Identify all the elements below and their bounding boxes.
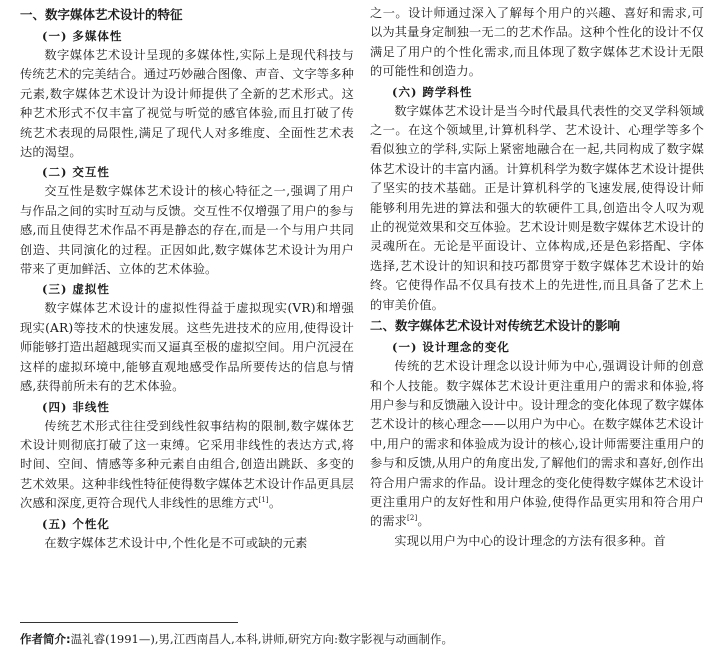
footnote-rule <box>20 622 238 623</box>
paragraph-design-concept-text: 传统的艺术设计理念以设计师为中心,强调设计师的创意和个人技能。数字媒体艺术设计更注重用户的需求和体验,将用户参与和反馈融入设计中。设计理念的变化体现了数字媒体艺术设计的核心理念——以用户为中心。在数字媒体艺术设计中,用户的需求和体验成为设计的核心,设计师需要注重用户的参与和反馈,从用户的角度出发,了解他们的需求和喜好,创作出符合用户需求的作品。设计理念的变化使得数字媒体艺术设计更注重用户的友好性和用户体验,使得作品更实用和符合用户的需求 <box>370 359 704 529</box>
right-column <box>370 4 704 551</box>
paragraph-personalization: 在数字媒体艺术设计中,个性化是不可或缺的元素 <box>44 535 308 550</box>
section-heading-2: 二、数字媒体艺术设计对传统艺术设计的影响 <box>370 318 621 334</box>
paragraph-design-concept-end: 。 <box>417 514 430 529</box>
subheading-multimedia: (一) 多媒体性 <box>42 29 123 43</box>
footnote-text: 温礼睿(1991—),男,江西南昌人,本科,讲师,研究方向:数字影视与动画制作。 <box>70 632 453 646</box>
paragraph-interactivity: 交互性是数字媒体艺术设计的核心特征之一,强调了用户与作品之间的实时互动与反馈。交互性不仅增强了用户的参与感,而且使得艺术作品不再是静态的存在,而是一个与用户共同创造、共同演化的过程。正因如此,数字媒体艺术设计为用户带来了更加鲜活、立体的艺术体验。 <box>20 184 354 277</box>
footnote-label: 作者简介: <box>20 632 71 646</box>
subheading-virtuality: (三) 虚拟性 <box>42 282 110 297</box>
paragraph-nonlinearity <box>20 417 354 514</box>
paragraph-personalization-continued: 之一。设计师通过深入了解每个用户的兴趣、喜好和需求,可以为其量身定制独一无二的艺术作品。这种个性化的设计不仅满足了用户的个性化需求,而且体现了数字媒体艺术设计无限的可能性和创造力。 <box>370 6 704 79</box>
citation-1: [1] <box>258 496 269 505</box>
subheading-interdisciplinary: (六) 跨学科性 <box>392 84 473 99</box>
citation-2: [2] <box>407 514 418 523</box>
subheading-personalization: (五) 个性化 <box>42 516 110 531</box>
paragraph-virtuality: 数字媒体艺术设计的虚拟性得益于虚拟现实(VR)和增强现实(AR)等技术的快速发展。这些先进技术的应用,使得设计师能够打造出超越现实而又逼真至极的虚拟空间。用户沉浸在这样的虚拟环境中,能够直观地感受作品所要传达的信息与情感,获得前所未有的艺术体验。 <box>20 301 354 394</box>
subheading-design-concept: (一) 设计理念的变化 <box>392 340 510 355</box>
subheading-interactivity: (二) 交互性 <box>42 165 110 180</box>
paragraph-interdisciplinary: 数字媒体艺术设计是当今时代最具代表性的交叉学科领域之一。在这个领域里,计算机科学、艺术设计、心理学等多个看似独立的学科,实际上紧密地融合在一起,共同构成了数字媒体艺术设计的丰富内涵。计算机科学为数字媒体艺术设计提供了坚实的技术基础。正是计算机科学的飞速发展,使得设计师能够利用先进的算法和强大的软硬件工具,创造出令人叹为观止的视觉效果和交互体验。艺术设计则是数字媒体艺术设计的灵魂所在。无论是平面设计、立体构成,还是色彩搭配、字体选择,艺术设计的知识和技巧都贯穿于数字媒体艺术设计的始终。它使得作品不仅具有技术上的先进性,而且具备了艺术上的审美价值。 <box>370 103 704 312</box>
paragraph-design-concept <box>370 357 704 532</box>
paragraph-multimedia: 数字媒体艺术设计呈现的多媒体性,实际上是现代科技与传统艺术的完美结合。通过巧妙融合图像、声音、文字等多种元素,数字媒体艺术设计为设计师提供了全新的艺术形式。这种艺术形式不仅丰富了视觉与听觉的感官体验,而且打破了传统艺术表现的局限性,满足了现代人对多维度、全面性艺术表达的渴望。 <box>20 48 354 160</box>
paragraph-nonlinearity-end: 。 <box>268 496 282 511</box>
left-column <box>20 4 354 553</box>
paragraph-design-concept-next: 实现以用户为中心的设计理念的方法有很多种。首 <box>394 533 666 548</box>
paragraph-nonlinearity-text: 传统艺术形式往往受到线性叙事结构的限制,数字媒体艺术设计则彻底打破了这一束缚。它采用非线性的表达方式,将时间、空间、情感等多种元素自由组合,创造出跳跃、多变的艺术效果。这种非线性特征使得数字媒体艺术设计作品更具层次感和深度,更符合现代人非线性的思维方式 <box>20 418 354 511</box>
subheading-nonlinearity: (四) 非线性 <box>42 399 110 414</box>
section-heading-1: 一、数字媒体艺术设计的特征 <box>20 7 183 22</box>
author-footnote <box>20 630 720 648</box>
